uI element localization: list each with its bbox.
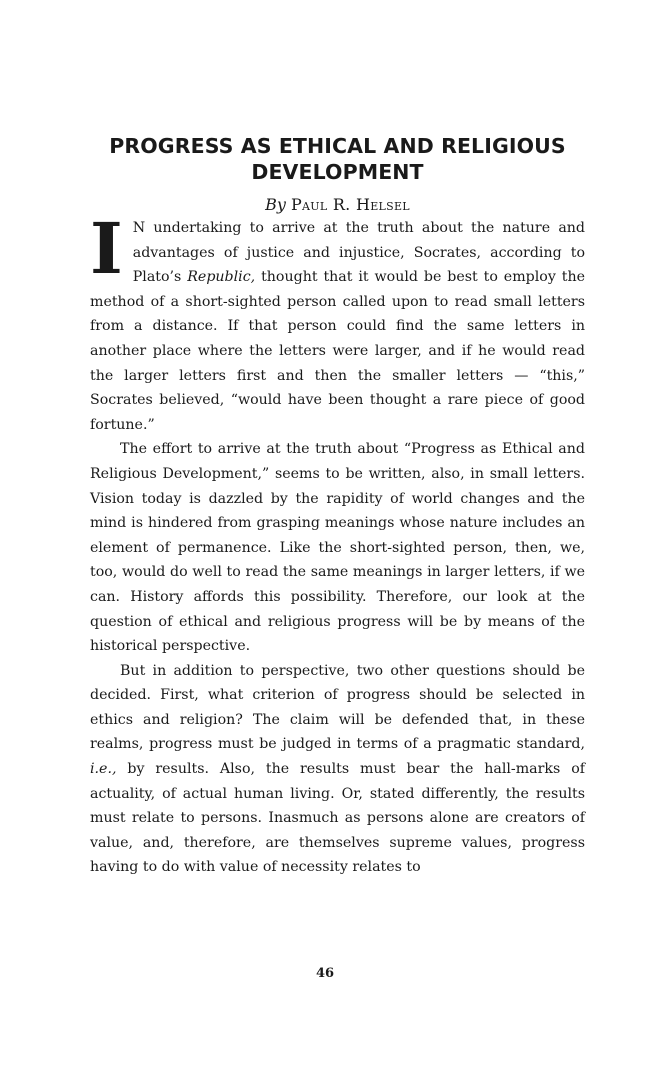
paragraph-3 bbox=[90, 659, 585, 880]
paragraph-1-italic: Republic, bbox=[187, 269, 256, 286]
paragraph-3-italic: i.e., bbox=[90, 761, 117, 778]
paragraph-1-text-b: thought that it would be best to employ the method of a short-sighted person called upon to read small letters from a distance. If that person could find the same letters in another place where the letters were larger, and if he would read the larger letters first and then the smaller letters — “this,” Socrates believed, “would have been thought a rare piece of good fortune.” bbox=[90, 269, 585, 433]
article-body bbox=[90, 207, 585, 880]
paragraph-1 bbox=[90, 207, 585, 437]
byline bbox=[90, 194, 585, 216]
title-line-2: DEVELOPMENT bbox=[251, 160, 424, 184]
paragraph-3-text-b: by results. Also, the results must bear the hall-marks of actuality, of actual human living. Or, stated differently, the results must relate to persons. Inasmuch as persons alone are creators of value, and, therefore, are themselves supreme values, progress having to do with value of necessity relates to bbox=[90, 761, 585, 876]
drop-cap: I bbox=[90, 207, 123, 290]
paragraph-2: The effort to arrive at the truth about “Progress as Ethical and Religious Development,” seems to be written, also, in small letters. Vision today is dazzled by the rapidity of world changes and the mind is hindered from grasping meanings whose nature includes an element of permanence. Like the short-sighted person, then, we, too, would do well to read the same meanings in larger letters, if we can. History affords this possibility. Therefore, our look at the question of ethical and religious progress will be by means of the historical perspective. bbox=[90, 441, 585, 655]
byline-by: By bbox=[265, 195, 286, 214]
page-number: 46 bbox=[315, 966, 335, 981]
byline-author: Paul R. Helsel bbox=[290, 195, 410, 214]
paragraph-1-text-a: N undertaking to arrive at the truth about the nature and advantages of justice and injustice, Socrates, according to Plato’s bbox=[132, 220, 585, 286]
article-title bbox=[90, 133, 585, 185]
article-page bbox=[90, 133, 585, 880]
paragraph-3-text-a: But in addition to perspective, two other questions should be decided. First, what criterion of progress should be selected in ethics and religion? The claim will be defended that, in these realms, progress must be judged in terms of a pragmatic standard, bbox=[90, 662, 585, 753]
title-line-1: PROGRESS AS ETHICAL AND RELIGIOUS bbox=[109, 134, 566, 158]
